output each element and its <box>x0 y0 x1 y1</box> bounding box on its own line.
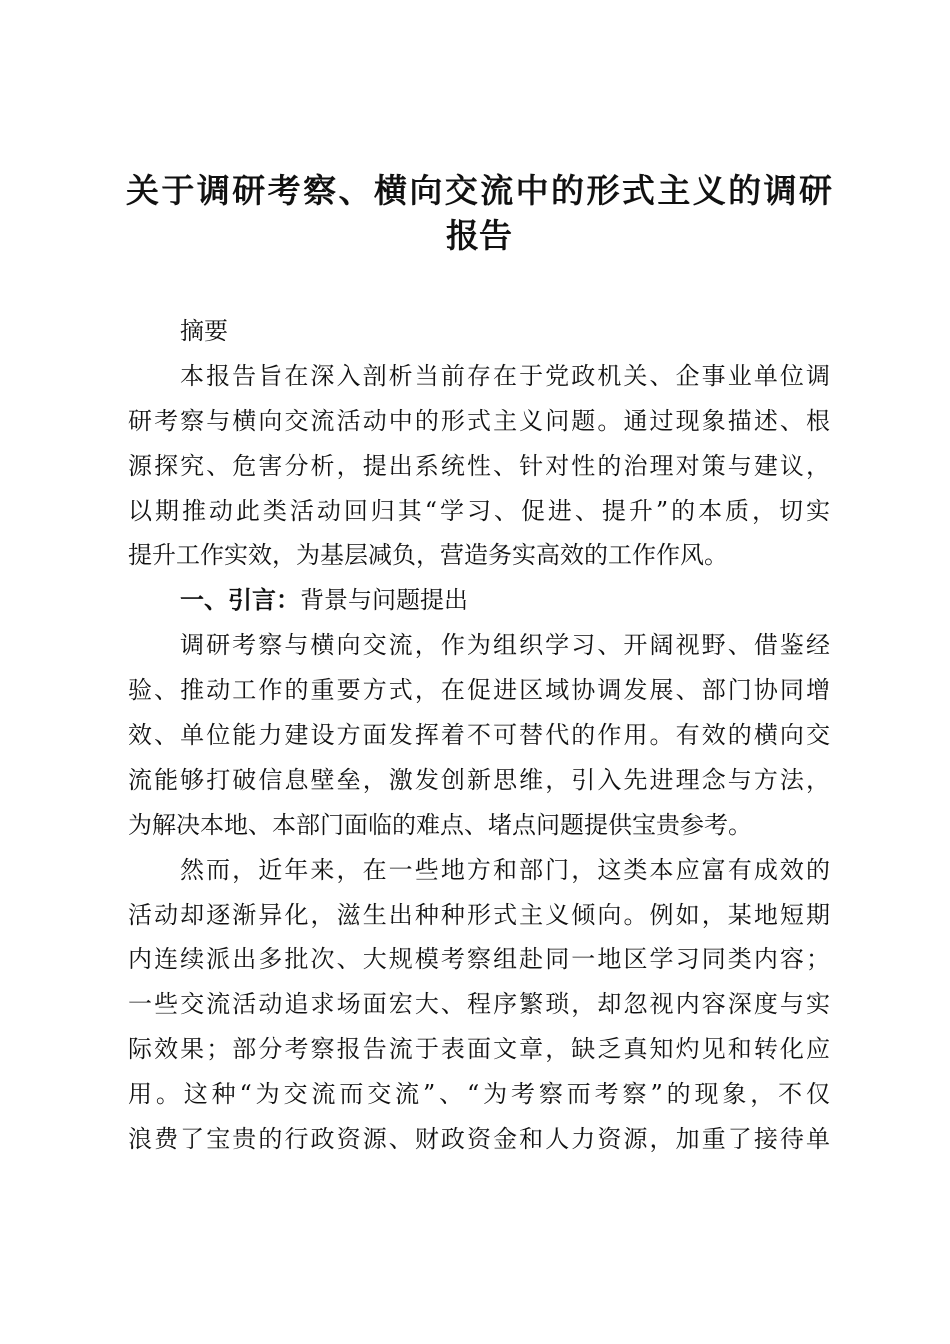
title-line-2: 报告 <box>446 216 512 255</box>
text-line: 流能够打破信息壁垒，激发创新思维，引入先进理念与方法， <box>128 765 830 794</box>
paragraph-1 <box>128 623 830 847</box>
text-line: 验、推动工作的重要方式，在促进区域协调发展、部门协同增 <box>128 676 830 705</box>
text-line: 效、单位能力建设方面发挥着不可替代的作用。有效的横向交 <box>128 721 830 750</box>
text-line: 一些交流活动追求场面宏大、程序繁琐，却忽视内容深度与实 <box>128 990 830 1019</box>
section-number: 一、引言： <box>180 585 300 615</box>
text-line: 浪费了宝贵的行政资源、财政资金和人力资源，加重了接待单 <box>128 1125 830 1154</box>
text-line: 际效果；部分考察报告流于表面文章，缺乏真知灼见和转化应 <box>128 1035 830 1064</box>
section-title: 背景与问题提出 <box>300 586 468 615</box>
section-heading <box>128 578 830 623</box>
text-line: 本报告旨在深入剖析当前存在于党政机关、企事业单位调 <box>180 361 830 390</box>
text-line: 为解决本地、本部门面临的难点、堵点问题提供宝贵参考。 <box>128 810 752 839</box>
text-line: 内连续派出多批次、大规模考察组赴同一地区学习同类内容； <box>128 945 830 974</box>
text-line: 调研考察与横向交流，作为组织学习、开阔视野、借鉴经 <box>180 631 830 660</box>
text-line: 研考察与横向交流活动中的形式主义问题。通过现象描述、根 <box>128 406 830 435</box>
text-line: 用。这种“为交流而交流”、“为考察而考察”的现象，不仅 <box>128 1080 830 1109</box>
title-line-1: 关于调研考察、横向交流中的形式主义的调研 <box>126 171 832 210</box>
text-line: 源探究、危害分析，提出系统性、针对性的治理对策与建议， <box>128 451 830 480</box>
abstract-label: 摘要 <box>180 317 228 345</box>
abstract-paragraph <box>128 354 830 578</box>
text-line: 提升工作实效，为基层减负，营造务实高效的工作作风。 <box>128 541 728 570</box>
text-line: 以期推动此类活动回归其“学习、促进、提升”的本质，切实 <box>128 496 830 525</box>
text-line: 活动却逐渐异化，滋生出种种形式主义倾向。例如，某地短期 <box>128 900 830 929</box>
document-title <box>126 168 832 258</box>
paragraph-2 <box>128 848 830 1162</box>
document-body <box>128 309 830 1162</box>
text-line: 然而，近年来，在一些地方和部门，这类本应富有成效的 <box>180 855 830 884</box>
